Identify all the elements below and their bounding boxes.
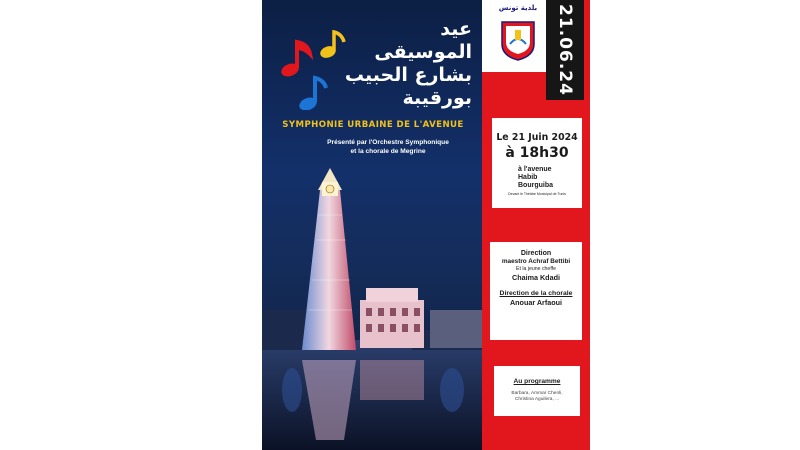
arabic-title-line: بورقيبة: [402, 87, 472, 109]
event-subtitle: SYMPHONIE URBAINE DE L'AVENUE: [282, 120, 464, 130]
assistant-name: Chaima Kdadi: [512, 273, 560, 282]
assistant-label: Et la jeune cheffe: [516, 266, 556, 272]
choir-label: Direction de la chorale: [499, 290, 573, 297]
program-card: [494, 366, 580, 416]
clock-tower-night-photo: [262, 160, 482, 450]
event-date: Le 21 Juin 2024: [496, 132, 578, 143]
arabic-title: [322, 18, 472, 110]
event-time: à 18h30: [505, 145, 569, 161]
event-details-card: [492, 118, 582, 208]
program-item: Christina Aguilera, ...: [514, 397, 560, 402]
event-poster: [262, 0, 590, 450]
date-band: [546, 0, 584, 100]
municipality-name: بلدية تونس: [498, 4, 538, 12]
choir-director-name: Anouar Arfaoui: [509, 298, 563, 307]
event-venue: à l'avenue Habib Bourguiba: [518, 166, 553, 189]
direction-label: Direction: [520, 250, 552, 257]
presented-by-line: et la chorale de Megrine: [350, 148, 426, 155]
arabic-title-line: الموسيقى: [374, 41, 472, 63]
credits-card: [490, 242, 582, 340]
arabic-title-line: عيد: [440, 18, 472, 40]
presented-by: [298, 138, 478, 156]
municipality-crest-icon: [500, 18, 536, 62]
arabic-title-line: بشارع الحبيب: [344, 64, 472, 86]
program-label: Au programme: [513, 378, 561, 385]
poster-photo-column: [262, 0, 482, 450]
conductor-name: maestro Achraf Bettibi: [501, 258, 571, 265]
venue-note: Devant le Théâtre Municipal de Tunis: [508, 192, 566, 196]
poster-info-column: [482, 0, 590, 450]
program-item: Barbara, Ammar Chenli,: [511, 391, 563, 396]
vertical-date: 21.06.24: [555, 4, 575, 96]
presented-by-line: Présenté par l'Orchestre Symphonique: [327, 139, 449, 146]
